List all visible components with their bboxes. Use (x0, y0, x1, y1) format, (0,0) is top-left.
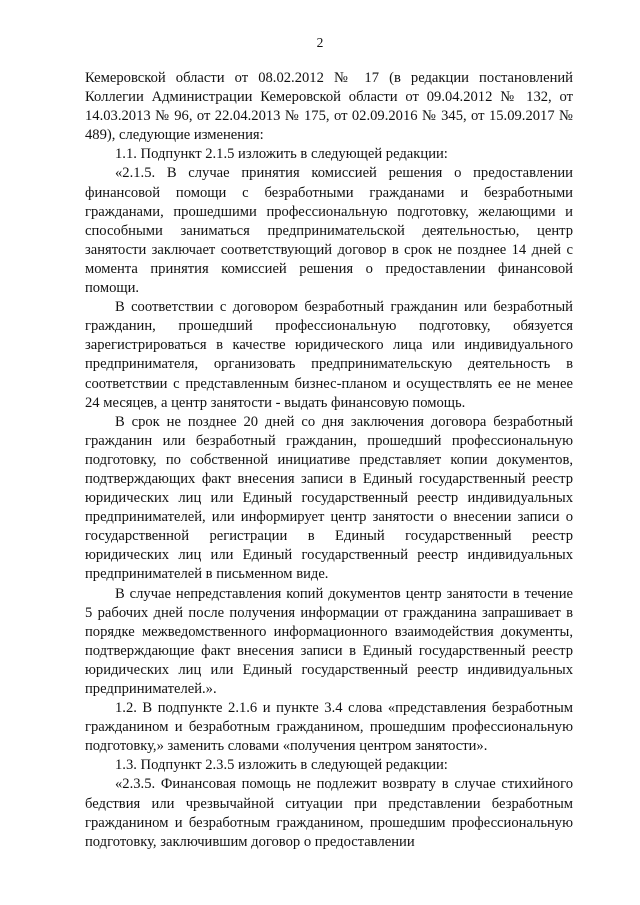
paragraph-contract-obligations: В соответствии с договором безработный гражданин или безработный гражданин, прошедший профессиональную подготовку, обязуется зарегистрироваться в качестве юридического лица или индивидуального предпринимателя, организовать предпринимательскую деятельность в соответствии с представленным бизнес-планом и осуществлять ее не менее 24 месяцев, а центр занятости - выдать финансовую помощь. (85, 299, 573, 411)
paragraph-document-deadline: В срок не позднее 20 дней со дня заключения договора безработный гражданин или безработный гражданин, прошедший профессиональную подготовку, по собственной инициативе представляет копии документов, подтверждающих факт внесения записи в Единый государственный реестр юридических лиц или Единый государственный реестр индивидуальных предпринимателей, или информирует центр занятости о внесении записи о государственной регистрации в Единый государственный реестр юридических лиц или Единый государственный реестр индивидуальных предпринимателей в письменном виде. (85, 413, 573, 583)
paragraph-interagency-request: В случае непредставления копий документов центр занятости в течение 5 рабочих дней после получения информации от гражданина запрашивает в порядке межведомственного информационного взаимодействия документы, подтверждающие факт внесения записи в Единый государственный реестр юридических лиц или Единый государственный реестр индивидуальных предпринимателей.». (85, 585, 573, 697)
paragraph-item-1-3: 1.3. Подпункт 2.3.5 изложить в следующей редакции: (115, 757, 448, 774)
paragraph-subitem-2-1-5: «2.1.5. В случае принятия комиссией решения о предоставлении финансовой помощи с безработными гражданами и безработными гражданами, прошедшими профессиональную подготовку, желающими и способными заниматься предпринимательской деятельностью, центр занятости заключает соответствующий договор в срок не позднее 14 дней с момента принятия комиссией решения о предоставлении финансовой помощи. (85, 165, 573, 297)
document-body (85, 69, 573, 852)
paragraph-item-1-1: 1.1. Подпункт 2.1.5 изложить в следующей редакции: (115, 146, 448, 163)
paragraph-intro-continuation: Кемеровской области от 08.02.2012 № 17 (в редакции постановлений Коллегии Администрации Кемеровской области от 09.04.2012 № 132, от 14.03.2013 № 96, от 22.04.2013 № 175, от 02.09.2016 № 345, от 15.09.2017 № 489), следующие изменения: (85, 70, 573, 144)
page-number: 2 (316, 35, 324, 50)
paragraph-subitem-2-3-5: «2.3.5. Финансовая помощь не подлежит возврату в случае стихийного бедствия или чрезвычайной ситуации при представлении безработным гражданином и безработным гражданином, прошедшим профессиональную подготовку, заключившим договор о предоставлении (85, 776, 573, 850)
paragraph-item-1-2: 1.2. В подпункте 2.1.6 и пункте 3.4 слова «представления безработным гражданином и безработным гражданином, прошедшим профессиональную подготовку,» заменить словами «получения центром занятости». (85, 700, 573, 755)
